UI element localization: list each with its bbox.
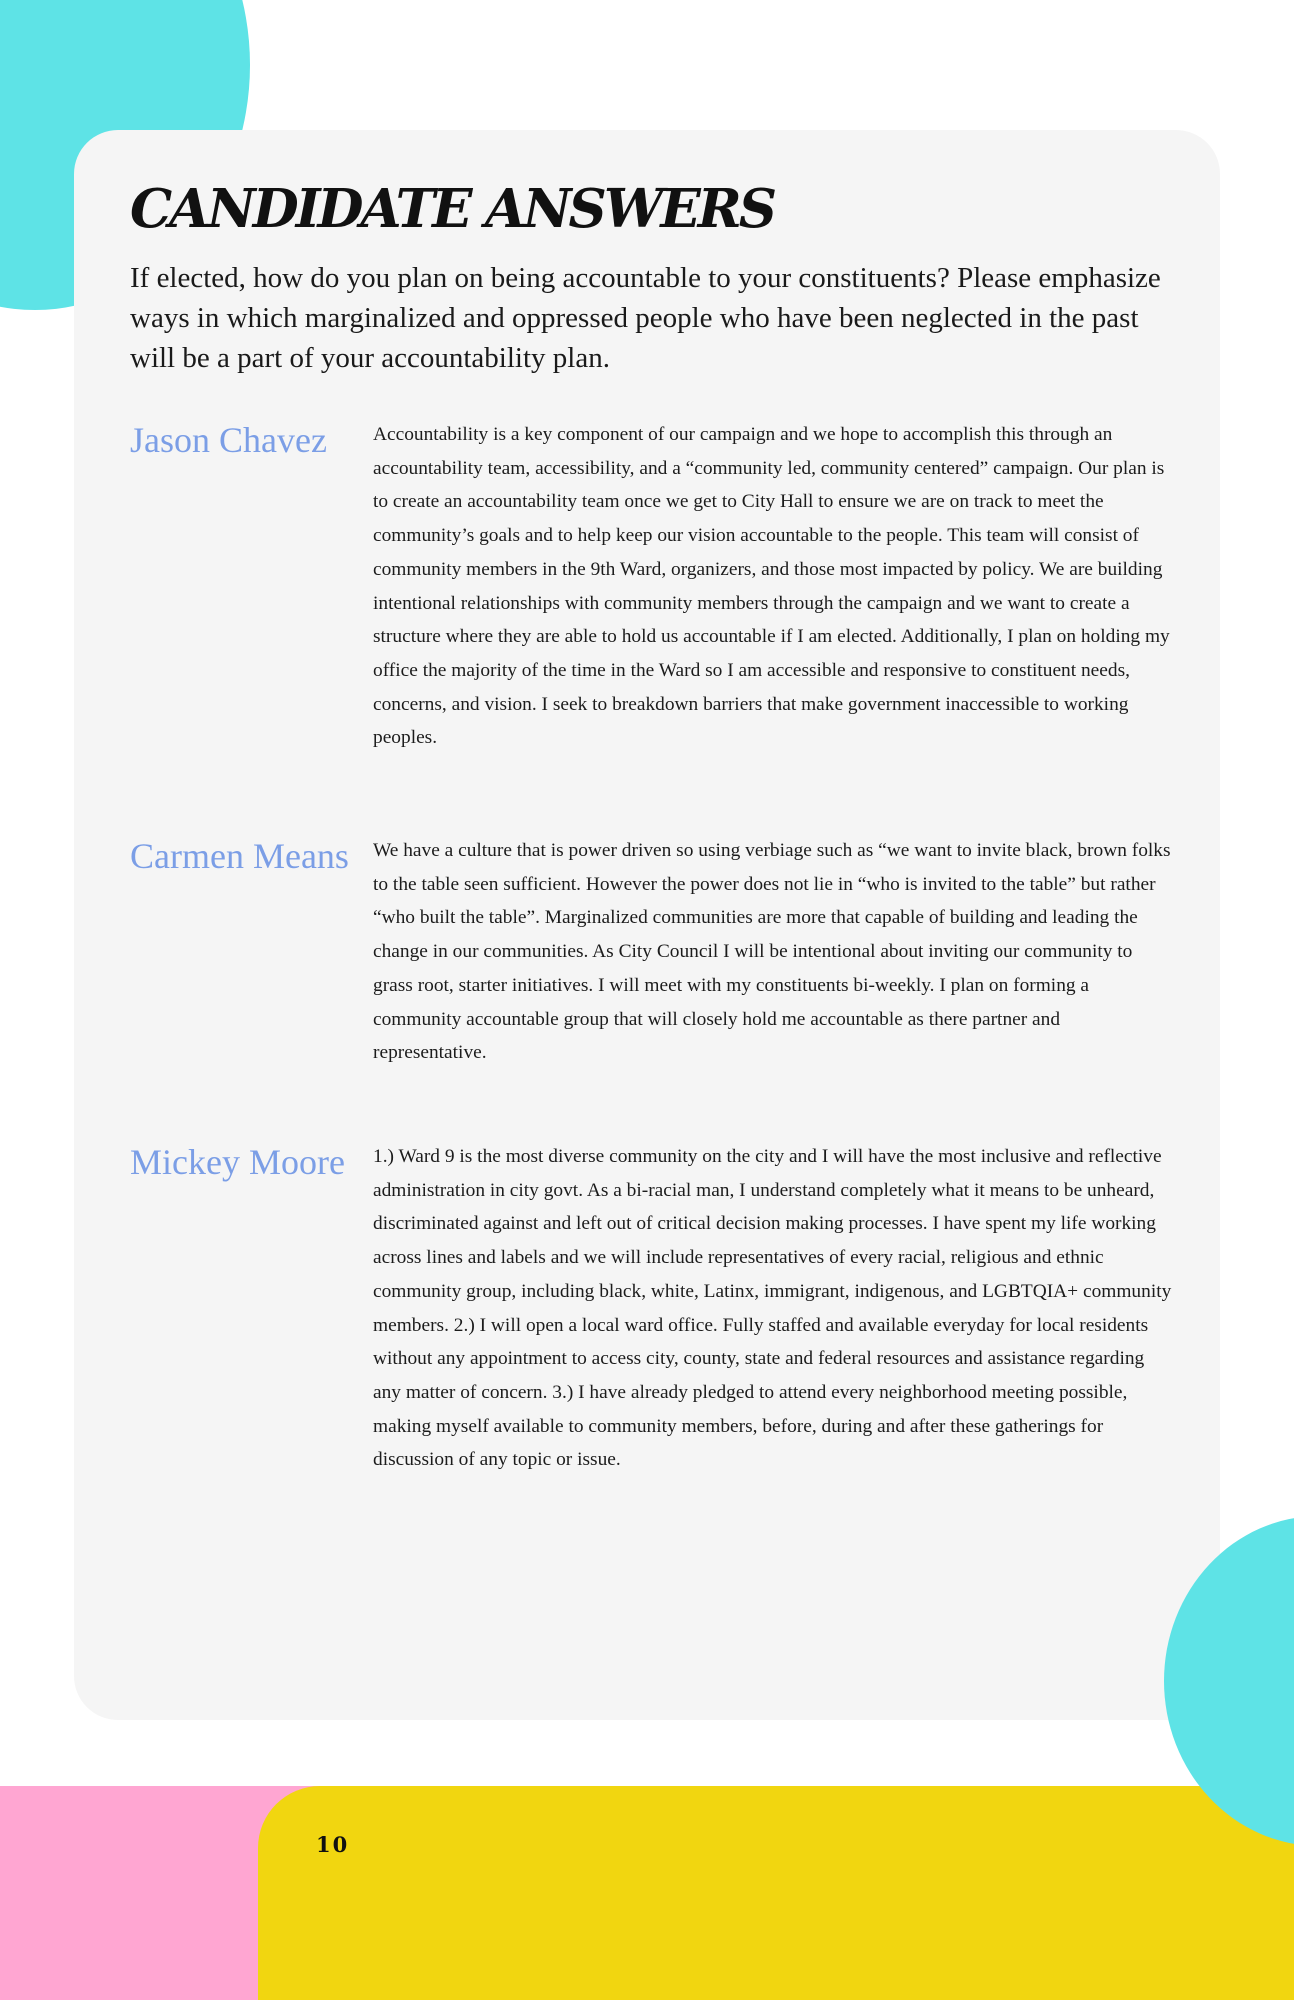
candidate-name: Jason Chavez (130, 420, 327, 460)
candidate-answer: 1.) Ward 9 is the most diverse community on the city and I will have the most inclusive and reflective administration in city govt. As a bi-racial man, I understand completely what it means to be unheard, discriminated against and left out of critical decision making processes. I have spent my life working across lines and labels and we will include representatives of every racial, religious and ethnic community group, including black, white, Latinx, immigrant, indigenous, and LGBTQIA+ community members. 2.) I will open a local ward office. Fully staffed and available everyday for local residents without any appointment to access city, county, state and federal resources and assistance regarding any matter of concern. 3.) I have already pledged to attend every neighborhood meeting possible, making myself available to community members, before, during and after these gatherings for discussion of any topic or issue. (373, 1146, 1172, 1471)
question-text: If elected, how do you plan on being accountable to your constituents? Please emphasize ways in which marginalized and oppressed people who have been neglected in the past will be a part of your accountability plan. (130, 262, 1161, 374)
candidate-answer: We have a culture that is power driven so using verbiage such as “we want to invite black, brown folks to the table seen sufficient. However the power does not lie in “who is invited to the table” but rather “who built the table”. Marginalized communities are more that capable of building and leading the change in our communities. As City Council I will be intentional about inviting our community to grass root, starter initiatives. I will meet with my constituents bi-weekly. I plan on forming a community accountable group that will closely hold me accountable as there partner and representative. (373, 840, 1171, 1064)
candidate-name: Carmen Means (130, 836, 349, 876)
page-number: 10 (316, 1832, 350, 1857)
content-card (74, 130, 1220, 1720)
candidate-answer: Accountability is a key component of our campaign and we hope to accomplish this through an accountability team, accessibility, and a “community led, community centered” campaign. Our plan is to create an accountability team once we get to City Hall to ensure we are on track to meet the community’s goals and to help keep our vision accountable to the people. This team will consist of community members in the 9th Ward, organizers, and those most impacted by policy. We are building intentional relationships with community members through the campaign and we want to create a structure where they are able to hold us accountable if I am elected. Additionally, I plan on holding my office the majority of the time in the Ward so I am accessible and responsive to constituent needs, concerns, and vision. I seek to breakdown barriers that make government inaccessible to working peoples. (373, 424, 1170, 749)
decorative-yellow-block (258, 1786, 1294, 2000)
candidate-name: Mickey Moore (130, 1142, 345, 1182)
page-title: CANDIDATE ANSWERS (130, 178, 775, 240)
